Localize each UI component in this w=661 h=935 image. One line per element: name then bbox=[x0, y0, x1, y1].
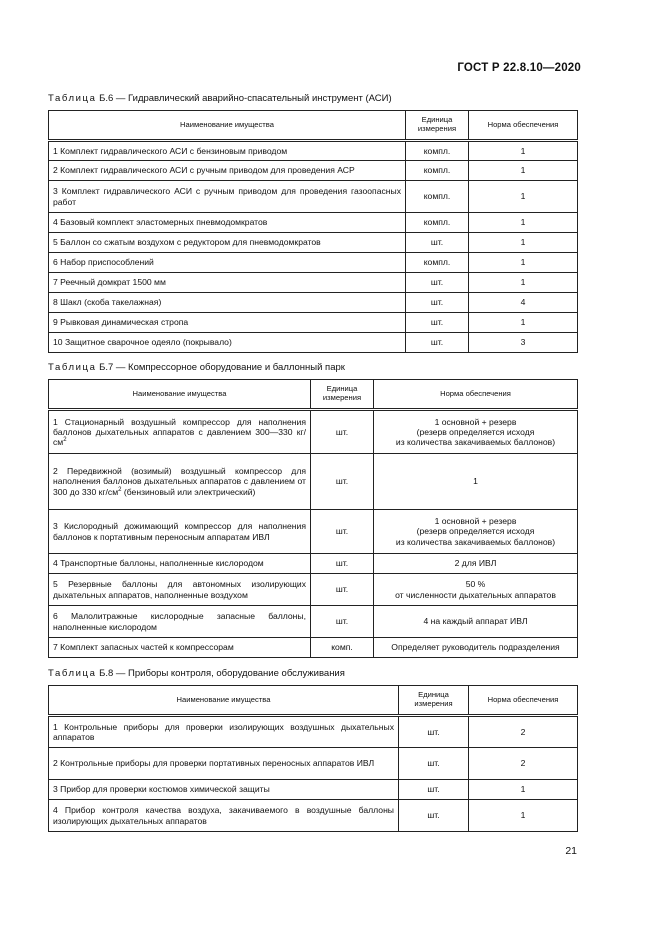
cell-norm bbox=[374, 510, 578, 554]
cell-unit: шт. bbox=[311, 554, 374, 574]
col-header-unit bbox=[311, 380, 374, 410]
cell-unit: компл. bbox=[406, 161, 469, 181]
table-header-row bbox=[49, 686, 578, 716]
superscript: 2 bbox=[118, 486, 122, 493]
table-row bbox=[49, 273, 578, 293]
table-row bbox=[49, 454, 578, 510]
cell-norm: 4 bbox=[469, 293, 578, 313]
cell-unit: шт. bbox=[311, 510, 374, 554]
cell-name bbox=[49, 410, 311, 454]
col-header-name: Наименование имущества bbox=[49, 686, 399, 716]
cell-norm: 1 bbox=[469, 800, 578, 832]
cell-norm: 1 bbox=[469, 313, 578, 333]
cell-name: 4 Базовый комплект эластомерных пневмодомкратов bbox=[49, 213, 406, 233]
table-row bbox=[49, 510, 578, 554]
cell-unit: компл. bbox=[406, 253, 469, 273]
table-b6-caption bbox=[48, 93, 392, 104]
caption-prefix: Таблица bbox=[48, 93, 97, 104]
cell-norm: Определяет руководитель подразделения bbox=[374, 638, 578, 658]
table-row bbox=[49, 606, 578, 638]
col-header-unit-line2: измерения bbox=[417, 124, 457, 133]
col-header-unit-line1: Единица bbox=[326, 384, 358, 394]
cell-unit: шт. bbox=[406, 313, 469, 333]
cell-unit: шт. bbox=[399, 780, 469, 800]
table-header-row bbox=[49, 111, 578, 141]
cell-unit: шт. bbox=[399, 716, 469, 748]
col-header-name: Наименование имущества bbox=[49, 111, 406, 141]
cell-norm: 1 bbox=[469, 141, 578, 161]
document-code: ГОСТ Р 22.8.10—2020 bbox=[457, 62, 581, 74]
cell-norm: 1 bbox=[469, 780, 578, 800]
norm-line1: 50 % bbox=[465, 579, 486, 590]
cell-unit: компл. bbox=[406, 213, 469, 233]
table-row bbox=[49, 293, 578, 313]
cell-name-text: 2 Передвижной (возимый) воздушный компрессор для наполнения баллонов дыхательных аппаратов с давлением от 300 до 330 кг/см bbox=[53, 466, 306, 497]
norm-line1: 1 основной + резерв bbox=[434, 416, 517, 427]
norm-line2: от численности дыхательных аппаратов bbox=[395, 589, 556, 600]
table-b6 bbox=[48, 110, 578, 353]
cell-name: 5 Резервные баллоны для автономных изолирующих дыхательных аппаратов, наполненные воздухом bbox=[49, 574, 311, 606]
caption-text: Б.8 — Приборы контроля, оборудование обслуживания bbox=[96, 668, 345, 679]
cell-name: 3 Кислородный дожимающий компрессор для наполнения баллонов к портативным переносным аппаратам ИВЛ bbox=[49, 510, 311, 554]
cell-name: 2 Комплект гидравлического АСИ с ручным приводом для проведения АСР bbox=[49, 161, 406, 181]
caption-text: Б.7 — Компрессорное оборудование и баллонный парк bbox=[96, 362, 345, 373]
cell-norm: 2 bbox=[469, 716, 578, 748]
cell-unit: шт. bbox=[406, 273, 469, 293]
table-row bbox=[49, 410, 578, 454]
norm-line2: (резерв определяется исходя bbox=[416, 426, 535, 437]
col-header-unit bbox=[399, 686, 469, 716]
table-row bbox=[49, 313, 578, 333]
col-header-norm: Норма обеспечения bbox=[469, 111, 578, 141]
table-row bbox=[49, 141, 578, 161]
superscript: 2 bbox=[63, 437, 67, 444]
cell-name: 4 Транспортные баллоны, наполненные кислородом bbox=[49, 554, 311, 574]
norm-line3: из количества закачиваемых баллонов) bbox=[395, 437, 556, 448]
table-b7 bbox=[48, 379, 578, 658]
cell-name: 1 Комплект гидравлического АСИ с бензиновым приводом bbox=[49, 141, 406, 161]
cell-name-text: 1 Стационарный воздушный компрессор для наполнения баллонов дыхательных аппаратов с давлением 300—330 кг/см bbox=[53, 416, 306, 448]
cell-norm: 1 bbox=[469, 233, 578, 253]
cell-name: 2 Контрольные приборы для проверки портативных переносных аппаратов ИВЛ bbox=[49, 748, 399, 780]
cell-norm: 1 bbox=[469, 213, 578, 233]
table-row bbox=[49, 574, 578, 606]
cell-unit: компл. bbox=[406, 181, 469, 213]
cell-unit: компл. bbox=[406, 141, 469, 161]
cell-name: 7 Реечный домкрат 1500 мм bbox=[49, 273, 406, 293]
cell-name-tail: (бензиновый или электрический) bbox=[121, 486, 256, 497]
cell-unit: шт. bbox=[311, 606, 374, 638]
col-header-unit-line2: измерения bbox=[414, 699, 453, 708]
col-header-unit-line1: Единица bbox=[418, 690, 449, 700]
cell-name: 6 Набор приспособлений bbox=[49, 253, 406, 273]
table-row bbox=[49, 213, 578, 233]
cell-name: 6 Малолитражные кислородные запасные баллоны, наполненные кислородом bbox=[49, 606, 311, 638]
cell-norm: 4 на каждый аппарат ИВЛ bbox=[374, 606, 578, 638]
norm-line3: из количества закачиваемых баллонов) bbox=[395, 536, 556, 547]
cell-name: 1 Контрольные приборы для проверки изолирующих воздушных дыхательных аппаратов bbox=[49, 716, 399, 748]
cell-norm: 1 bbox=[469, 253, 578, 273]
table-b8 bbox=[48, 685, 578, 832]
table-row bbox=[49, 181, 578, 213]
caption-text: Б.6 — Гидравлический аварийно-спасательный инструмент (АСИ) bbox=[96, 93, 392, 104]
cell-name bbox=[49, 454, 311, 510]
table-header-row bbox=[49, 380, 578, 410]
table-b7-caption bbox=[48, 362, 345, 373]
cell-norm: 1 bbox=[374, 454, 578, 510]
table-row bbox=[49, 333, 578, 353]
cell-norm: 1 bbox=[469, 161, 578, 181]
cell-norm: 3 bbox=[469, 333, 578, 353]
table-row bbox=[49, 233, 578, 253]
norm-line2: (резерв определяется исходя bbox=[416, 526, 535, 537]
col-header-name: Наименование имущества bbox=[49, 380, 311, 410]
table-row bbox=[49, 554, 578, 574]
cell-unit: шт. bbox=[406, 333, 469, 353]
cell-unit: шт. bbox=[311, 574, 374, 606]
table-row bbox=[49, 161, 578, 181]
cell-name: 3 Комплект гидравлического АСИ с ручным приводом для проведения газоопасных работ bbox=[49, 181, 406, 213]
norm-line1: 1 основной + резерв bbox=[434, 516, 517, 527]
table-row bbox=[49, 716, 578, 748]
col-header-norm: Норма обеспечения bbox=[469, 686, 578, 716]
table-b8-caption bbox=[48, 668, 345, 679]
cell-unit: шт. bbox=[406, 293, 469, 313]
cell-unit: шт. bbox=[311, 454, 374, 510]
cell-name: 10 Защитное сварочное одеяло (покрывало) bbox=[49, 333, 406, 353]
cell-norm: 1 bbox=[469, 273, 578, 293]
caption-prefix: Таблица bbox=[48, 362, 97, 373]
cell-unit: шт. bbox=[399, 748, 469, 780]
cell-name: 9 Рывковая динамическая стропа bbox=[49, 313, 406, 333]
cell-name: 5 Баллон со сжатым воздухом с редуктором для пневмодомкратов bbox=[49, 233, 406, 253]
col-header-unit bbox=[406, 111, 469, 141]
col-header-norm: Норма обеспечения bbox=[374, 380, 578, 410]
col-header-unit-line1: Единица bbox=[421, 115, 453, 125]
table-row bbox=[49, 638, 578, 658]
cell-name: 7 Комплект запасных частей к компрессорам bbox=[49, 638, 311, 658]
cell-norm bbox=[374, 410, 578, 454]
cell-norm bbox=[374, 574, 578, 606]
cell-norm: 1 bbox=[469, 181, 578, 213]
col-header-unit-line2: измерения bbox=[322, 393, 362, 402]
cell-unit: шт. bbox=[311, 410, 374, 454]
cell-name: 8 Шакл (скоба такелажная) bbox=[49, 293, 406, 313]
cell-unit: шт. bbox=[399, 800, 469, 832]
cell-name: 3 Прибор для проверки костюмов химической защиты bbox=[49, 780, 399, 800]
caption-prefix: Таблица bbox=[48, 668, 97, 679]
cell-name: 4 Прибор контроля качества воздуха, закачиваемого в воздушные баллоны изолирующих дыхательных аппаратов bbox=[49, 800, 399, 832]
cell-norm: 2 bbox=[469, 748, 578, 780]
table-row bbox=[49, 780, 578, 800]
table-row bbox=[49, 800, 578, 832]
table-row bbox=[49, 253, 578, 273]
cell-norm: 2 для ИВЛ bbox=[374, 554, 578, 574]
table-row bbox=[49, 748, 578, 780]
cell-unit: шт. bbox=[406, 233, 469, 253]
cell-unit: комп. bbox=[311, 638, 374, 658]
page-number: 21 bbox=[565, 845, 577, 857]
